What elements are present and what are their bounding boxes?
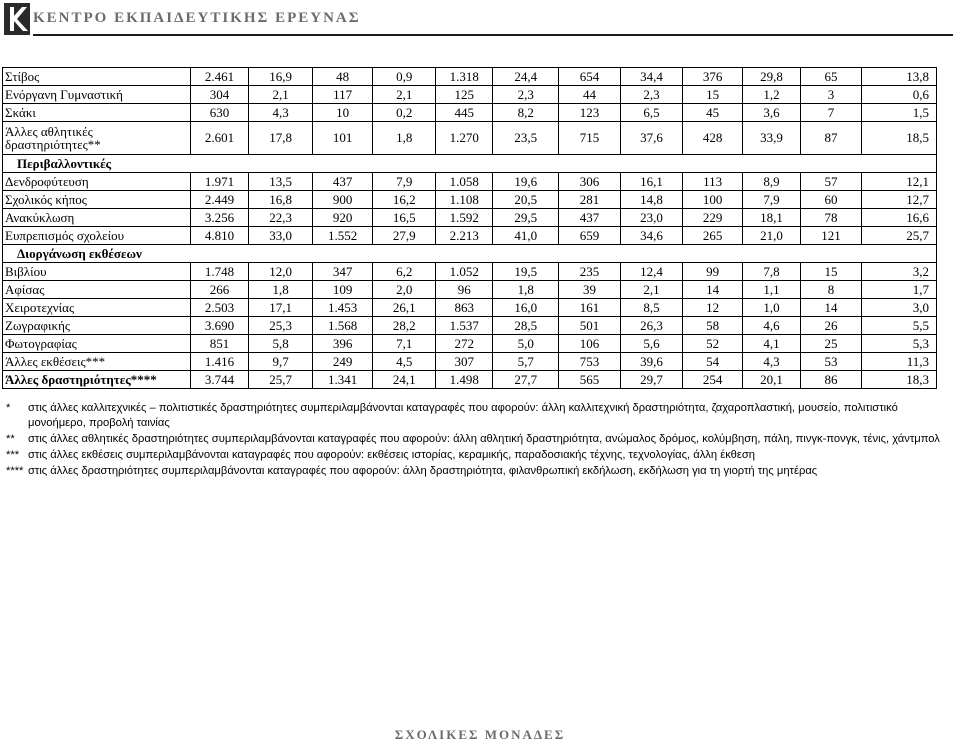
table-row	[3, 299, 937, 317]
table-cell: 630	[190, 104, 248, 122]
table-cell: 428	[683, 122, 742, 155]
table-cell: 1,7	[861, 281, 936, 299]
table-cell: 1,5	[861, 104, 936, 122]
table-cell: 12,0	[249, 263, 313, 281]
table-cell: 29,8	[742, 68, 800, 86]
table-cell: 25,3	[249, 317, 313, 335]
footnote-text: στις άλλες αθλητικές δραστηριότητες συμπεριλαμβάνονται καταγραφές που αφορούν: άλλη αθλητική δραστηριότητα, ανώμαλος δρόμος, κολύμβηση, πάλη, πινγκ-πονγκ, τένις, χάντμπολ	[28, 433, 940, 445]
table-cell: 25,7	[861, 227, 936, 245]
table-cell: 4,6	[742, 317, 800, 335]
table-cell: 7	[801, 104, 862, 122]
table-cell: 16,8	[249, 191, 313, 209]
table-cell: 1.341	[312, 371, 373, 389]
table-cell: 1.416	[190, 353, 248, 371]
table-cell: 272	[436, 335, 493, 353]
table-cell: 5,6	[620, 335, 683, 353]
table-cell: 117	[312, 86, 373, 104]
table-row	[3, 263, 937, 281]
table-cell: 20,1	[742, 371, 800, 389]
table-cell: 281	[559, 191, 621, 209]
table-row	[3, 68, 937, 86]
row-label: Σχολικός κήπος	[3, 191, 191, 209]
table-cell: 3.256	[190, 209, 248, 227]
table-row	[3, 353, 937, 371]
table-cell: 12,7	[861, 191, 936, 209]
table-cell: 13,8	[861, 68, 936, 86]
table-row	[3, 227, 937, 245]
footnote	[6, 432, 954, 447]
table-cell: 34,6	[620, 227, 683, 245]
table-cell: 8	[801, 281, 862, 299]
row-label: Δενδροφύτευση	[3, 173, 191, 191]
table-cell: 48	[312, 68, 373, 86]
table-cell: 23,0	[620, 209, 683, 227]
table-cell: 52	[683, 335, 742, 353]
table-row	[3, 191, 937, 209]
table-cell: 851	[190, 335, 248, 353]
table-cell: 1,8	[373, 122, 436, 155]
table-cell: 16,6	[861, 209, 936, 227]
table-cell: 1.270	[436, 122, 493, 155]
table-row	[3, 317, 937, 335]
table-cell: 254	[683, 371, 742, 389]
table-cell: 125	[436, 86, 493, 104]
table-cell: 65	[801, 68, 862, 86]
table-cell: 123	[559, 104, 621, 122]
row-label: Βιβλίου	[3, 263, 191, 281]
table-cell: 15	[683, 86, 742, 104]
table-cell: 12	[683, 299, 742, 317]
table-cell: 7,8	[742, 263, 800, 281]
table-cell: 2.461	[190, 68, 248, 86]
table-cell: 1,1	[742, 281, 800, 299]
table-cell: 445	[436, 104, 493, 122]
activities-table	[2, 67, 937, 389]
table-cell: 99	[683, 263, 742, 281]
table-cell: 39	[559, 281, 621, 299]
footnote-text: στις άλλες δραστηριότητες συμπεριλαμβάνονται καταγραφές που αφορούν: άλλη δραστηριότητα, φιλανθρωπική εκδήλωση, εκδήλωση για τη γιορτή της μητέρας	[28, 465, 818, 477]
table-cell: 27,9	[373, 227, 436, 245]
table-cell: 1.058	[436, 173, 493, 191]
footnote-text: στις άλλες εκθέσεις συμπεριλαμβάνονται καταγραφές που αφορούν: εκθέσεις ιστορίας, κεραμικής, παραδοσιακής τέχνης, τεχνολογίας, άλλη έκθεση	[28, 449, 755, 461]
table-cell: 18,3	[861, 371, 936, 389]
table-cell: 306	[559, 173, 621, 191]
footnote-marker: **	[6, 433, 15, 445]
table-cell: 6,5	[620, 104, 683, 122]
table-cell: 17,1	[249, 299, 313, 317]
table-row	[3, 335, 937, 353]
table-cell: 2,0	[373, 281, 436, 299]
table-cell: 17,8	[249, 122, 313, 155]
table-cell: 3,2	[861, 263, 936, 281]
table-cell: 0,2	[373, 104, 436, 122]
table-cell: 10	[312, 104, 373, 122]
table-cell: 21,0	[742, 227, 800, 245]
table-cell: 26	[801, 317, 862, 335]
table-cell: 29,7	[620, 371, 683, 389]
table-cell: 16,1	[620, 173, 683, 191]
table-cell: 109	[312, 281, 373, 299]
table-cell: 1,2	[742, 86, 800, 104]
table-cell: 121	[801, 227, 862, 245]
table-cell: 23,5	[493, 122, 559, 155]
table-cell: 235	[559, 263, 621, 281]
row-label: Αφίσας	[3, 281, 191, 299]
table-cell: 3.744	[190, 371, 248, 389]
table-cell: 7,9	[742, 191, 800, 209]
table-cell: 1.453	[312, 299, 373, 317]
table-cell: 24,4	[493, 68, 559, 86]
table-row	[3, 86, 937, 104]
table-cell: 2,1	[373, 86, 436, 104]
table-cell: 437	[559, 209, 621, 227]
table-row	[3, 104, 937, 122]
table-cell: 2,3	[493, 86, 559, 104]
table-cell: 715	[559, 122, 621, 155]
table-cell: 2.449	[190, 191, 248, 209]
table-cell: 2.213	[436, 227, 493, 245]
table-cell: 1.498	[436, 371, 493, 389]
section-label: Διοργάνωση εκθέσεων	[3, 245, 937, 263]
footnote	[6, 448, 954, 463]
table-cell: 7,9	[373, 173, 436, 191]
table-cell: 2,1	[249, 86, 313, 104]
table-cell: 14	[801, 299, 862, 317]
table-cell: 106	[559, 335, 621, 353]
section-label: Περιβαλλοντικές	[3, 155, 937, 173]
table-cell: 4,1	[742, 335, 800, 353]
table-cell: 900	[312, 191, 373, 209]
table-cell: 28,5	[493, 317, 559, 335]
row-label: Άλλες δραστηριότητες****	[3, 371, 191, 389]
table-cell: 249	[312, 353, 373, 371]
table-cell: 3,6	[742, 104, 800, 122]
table-cell: 307	[436, 353, 493, 371]
row-label: Ευπρεπισμός σχολείου	[3, 227, 191, 245]
footnote	[6, 401, 954, 431]
table-cell: 2.503	[190, 299, 248, 317]
table-cell: 34,4	[620, 68, 683, 86]
table-cell: 1,8	[249, 281, 313, 299]
table-cell: 5,7	[493, 353, 559, 371]
row-label: Χειροτεχνίας	[3, 299, 191, 317]
table-cell: 229	[683, 209, 742, 227]
table-cell: 100	[683, 191, 742, 209]
row-label: Φωτογραφίας	[3, 335, 191, 353]
table-row	[3, 281, 937, 299]
table-cell: 6,2	[373, 263, 436, 281]
table-cell: 396	[312, 335, 373, 353]
table-cell: 24,1	[373, 371, 436, 389]
row-label: Άλλες εκθέσεις***	[3, 353, 191, 371]
table-cell: 4.810	[190, 227, 248, 245]
table-cell: 4,3	[742, 353, 800, 371]
table-cell: 28,2	[373, 317, 436, 335]
table-cell: 8,2	[493, 104, 559, 122]
table-cell: 25	[801, 335, 862, 353]
table-cell: 304	[190, 86, 248, 104]
table-cell: 26,1	[373, 299, 436, 317]
table-cell: 437	[312, 173, 373, 191]
table-cell: 16,9	[249, 68, 313, 86]
table-cell: 25,7	[249, 371, 313, 389]
row-label: Σκάκι	[3, 104, 191, 122]
table-cell: 39,6	[620, 353, 683, 371]
table-cell: 87	[801, 122, 862, 155]
table-cell: 44	[559, 86, 621, 104]
table-cell: 27,7	[493, 371, 559, 389]
table-cell: 5,5	[861, 317, 936, 335]
table-cell: 12,1	[861, 173, 936, 191]
page-header	[0, 0, 960, 40]
table-cell: 654	[559, 68, 621, 86]
table-cell: 96	[436, 281, 493, 299]
table-cell: 7,1	[373, 335, 436, 353]
footnote-marker: ***	[6, 449, 20, 461]
table-cell: 18,1	[742, 209, 800, 227]
table-cell: 565	[559, 371, 621, 389]
table-cell: 5,8	[249, 335, 313, 353]
table-cell: 501	[559, 317, 621, 335]
table-cell: 863	[436, 299, 493, 317]
table-cell: 12,4	[620, 263, 683, 281]
table-cell: 2.601	[190, 122, 248, 155]
table-row	[3, 371, 937, 389]
table-cell: 101	[312, 122, 373, 155]
table-cell: 4,3	[249, 104, 313, 122]
table-cell: 54	[683, 353, 742, 371]
table-cell: 1,8	[493, 281, 559, 299]
table-cell: 14	[683, 281, 742, 299]
footnote-marker: ****	[6, 465, 24, 477]
table-cell: 376	[683, 68, 742, 86]
table-cell: 37,6	[620, 122, 683, 155]
table-cell: 1.318	[436, 68, 493, 86]
header-rule	[33, 34, 953, 36]
table-cell: 1.052	[436, 263, 493, 281]
table-cell: 15	[801, 263, 862, 281]
table-cell: 265	[683, 227, 742, 245]
table-cell: 1,0	[742, 299, 800, 317]
table-cell: 8,9	[742, 173, 800, 191]
table-cell: 2,1	[620, 281, 683, 299]
table-cell: 58	[683, 317, 742, 335]
table-cell: 33,9	[742, 122, 800, 155]
table-cell: 5,3	[861, 335, 936, 353]
table-cell: 16,5	[373, 209, 436, 227]
row-label: Στίβος	[3, 68, 191, 86]
table-cell: 2,3	[620, 86, 683, 104]
row-label: Ζωγραφικής	[3, 317, 191, 335]
table-cell: 1.971	[190, 173, 248, 191]
table-cell: 41,0	[493, 227, 559, 245]
footnote	[6, 464, 954, 479]
table-cell: 16,2	[373, 191, 436, 209]
page-footer: ΣΧΟΛΙΚΕΣ ΜΟΝΑΔΕΣ	[394, 727, 566, 742]
table-cell: 1.748	[190, 263, 248, 281]
table-cell: 659	[559, 227, 621, 245]
table-cell: 113	[683, 173, 742, 191]
table-cell: 13,5	[249, 173, 313, 191]
table-cell: 1.108	[436, 191, 493, 209]
table-cell: 266	[190, 281, 248, 299]
table-cell: 29,5	[493, 209, 559, 227]
table-cell: 161	[559, 299, 621, 317]
header-title: ΚΕΝΤΡΟ ΕΚΠΑΙΔΕΥΤΙΚΗΣ ΕΡΕΥΝΑΣ	[33, 10, 361, 26]
table-cell: 18,5	[861, 122, 936, 155]
table-cell: 1.592	[436, 209, 493, 227]
table-cell: 19,6	[493, 173, 559, 191]
table-cell: 20,5	[493, 191, 559, 209]
table-cell: 1.552	[312, 227, 373, 245]
table-cell: 347	[312, 263, 373, 281]
section-header-row	[3, 245, 937, 263]
table-cell: 26,3	[620, 317, 683, 335]
footnotes	[6, 401, 954, 480]
table-cell: 22,3	[249, 209, 313, 227]
table-row	[3, 173, 937, 191]
table-cell: 3	[801, 86, 862, 104]
table-cell: 3,0	[861, 299, 936, 317]
table-cell: 16,0	[493, 299, 559, 317]
kee-logo-icon	[4, 3, 30, 35]
table-row	[3, 122, 937, 155]
row-label: Άλλες αθλητικές δραστηριότητες**	[3, 122, 191, 155]
table-cell: 45	[683, 104, 742, 122]
footnote-text: στις άλλες καλλιτεχνικές – πολιτιστικές δραστηριότητες συμπεριλαμβάνονται καταγραφές που αφορούν: άλλη καλλιτεχνική δραστηριότητα, ζαχαροπλαστική, μουσείο, πολιτιστικό μονοήμερο, προβολή ταινίας	[28, 402, 898, 429]
table-cell: 60	[801, 191, 862, 209]
row-label: Ανακύκλωση	[3, 209, 191, 227]
table-cell: 57	[801, 173, 862, 191]
table-cell: 4,5	[373, 353, 436, 371]
table-cell: 14,8	[620, 191, 683, 209]
table-cell: 19,5	[493, 263, 559, 281]
table-cell: 53	[801, 353, 862, 371]
section-header-row	[3, 155, 937, 173]
footnote-marker: *	[6, 402, 11, 414]
table-cell: 9,7	[249, 353, 313, 371]
table-cell: 33,0	[249, 227, 313, 245]
table-cell: 5,0	[493, 335, 559, 353]
table-row	[3, 209, 937, 227]
table-cell: 3.690	[190, 317, 248, 335]
row-label: Ενόργανη Γυμναστική	[3, 86, 191, 104]
table-cell: 11,3	[861, 353, 936, 371]
table-cell: 753	[559, 353, 621, 371]
table-cell: 0,6	[861, 86, 936, 104]
table-cell: 86	[801, 371, 862, 389]
table-cell: 1.568	[312, 317, 373, 335]
table-cell: 8,5	[620, 299, 683, 317]
table-cell: 1.537	[436, 317, 493, 335]
table-cell: 0,9	[373, 68, 436, 86]
table-cell: 78	[801, 209, 862, 227]
table-cell: 920	[312, 209, 373, 227]
